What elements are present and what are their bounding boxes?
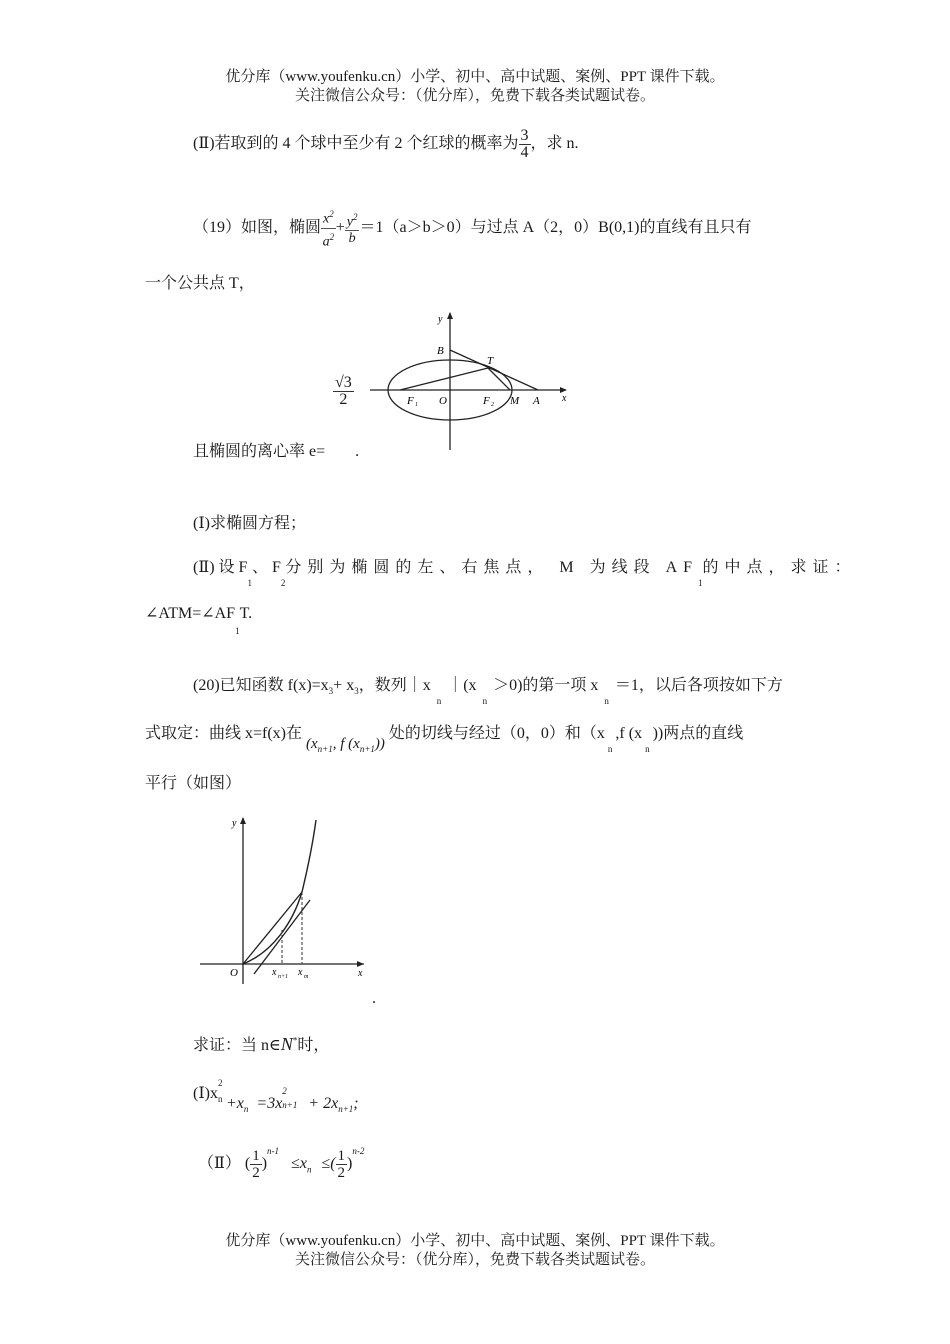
fig19-label-F1: F	[407, 395, 414, 407]
fig19-label-F2: F	[483, 395, 490, 407]
q20-p2-frac1	[250, 1148, 262, 1181]
fig19-label-B: B	[437, 345, 444, 357]
q20-line2-sub1: n	[607, 744, 613, 755]
curve-figure	[198, 812, 370, 987]
q20-p1-sup: 2	[217, 1078, 223, 1088]
q20-line1-b: + x	[333, 677, 355, 694]
q20-p2-frac2-den: 2	[337, 1165, 346, 1181]
q19-ecc-label: 且椭圆的离心率 e=	[193, 443, 326, 460]
q20-line2-a: 式取定：曲线 x=f(x)在	[145, 725, 303, 742]
fig19-label-x: x	[562, 393, 567, 404]
q19-a: a	[322, 234, 330, 250]
q19-intro-prefix: （19）如图，椭圆	[193, 218, 322, 236]
q20-line1-c: ，数列｜x	[358, 677, 431, 694]
q19-frac-x	[321, 206, 336, 250]
q20-p2-frac2-num: 1	[337, 1148, 346, 1164]
fig19-label-T: T	[487, 355, 494, 367]
q19-part2-c: 分别为椭圆的左、右焦点， M 为线段 AF	[285, 559, 699, 576]
q20-p1-sup2: 2	[282, 1086, 287, 1096]
q20-line1-a: (20)已知函数 f(x)=x	[193, 677, 329, 694]
q20-part1	[193, 1078, 359, 1115]
fig20-label-y: y	[232, 818, 237, 829]
q19-x-sup: 2	[329, 209, 334, 219]
q20-prove-star: *	[292, 1035, 298, 1046]
q19-part2-line2	[145, 603, 253, 637]
q20-p2-frac2	[336, 1148, 348, 1181]
q19-part2-line2-a: ∠ATM=∠AF	[145, 605, 236, 622]
q20-line1-f: ＝1，以后各项按如下方	[614, 677, 783, 694]
q20-p1-sub: n	[217, 1094, 223, 1104]
q20-line2-c: ,f (x	[615, 725, 643, 742]
q20-line2-sub2: n	[645, 744, 650, 755]
fig20-curve	[243, 820, 316, 964]
fig20-label-x: x	[358, 968, 363, 979]
q20-p1-b: +x	[225, 1095, 244, 1112]
fig19-line-F1T	[400, 368, 488, 390]
q20-p1-d: + 2x	[308, 1095, 339, 1112]
q19-part2	[193, 554, 857, 589]
fig20-label-xn1-sub: n+1	[278, 974, 289, 980]
q19-y: y	[346, 214, 353, 230]
q20-line2-d: ))两点的直线	[652, 725, 744, 742]
fig20-label-xn-sub: m	[304, 974, 309, 980]
q18-part2-prefix: (Ⅱ)若取到的 4 个球中至少有 2 个红球的概率为	[193, 135, 519, 153]
q19-x: x	[323, 211, 330, 227]
footer-line-1: 优分库（www.youfenku.cn）小学、初中、高中试题、案例、PPT 课件下载。	[225, 1233, 725, 1249]
q20-p2-exp1: n-1	[267, 1145, 280, 1156]
q19-plus: +	[335, 218, 345, 236]
q20-line1-sub1: 3	[328, 686, 334, 697]
fig19-label-F1-sub: 1	[415, 402, 418, 408]
fig20-label-xn: x	[298, 967, 303, 978]
q20-line2-point	[306, 736, 385, 752]
q19-ecc-num: √3	[335, 374, 352, 391]
q20-line1-sub4: n	[482, 696, 488, 707]
q20-p2-exp2: n-2	[352, 1145, 365, 1156]
q19-part2-b: 、 F	[251, 559, 281, 576]
fig19-y-arrow	[447, 312, 453, 319]
q19-ecc-dot: .	[355, 443, 360, 460]
q19-a-sup: 2	[329, 231, 335, 242]
q20-p1-sub3: n+1	[282, 1100, 298, 1110]
q20-part2: （Ⅱ） ( $\frac{1}{2}$ )$^{n-1} \le x_n$ ≤( $\frac{1}{2}$ )$^{n-2}$	[198, 1145, 365, 1181]
q19-part2-sub1: 1	[247, 578, 252, 589]
q20-p2-frac1-num: 1	[252, 1148, 260, 1164]
q18-part2	[193, 128, 579, 161]
q20-prove-b: 时，	[297, 1037, 330, 1054]
q20-point-mid: , f (x	[332, 736, 360, 752]
q20-line1	[193, 672, 783, 707]
q19-intro-mid: ＝1（a＞b＞0）与过点 A（2，0）B(0,1)的直线有且只有	[359, 218, 752, 236]
q19-part2-line2-b: T.	[239, 605, 253, 622]
q20-p2-le: ≤(	[321, 1155, 336, 1173]
q19-ecc-text	[193, 438, 359, 461]
q20-line3: 平行（如图）	[145, 775, 242, 792]
q20-p1-e: ;	[353, 1095, 359, 1112]
q18-frac-num: 3	[520, 127, 529, 144]
q20-p2-mid: ≤x	[291, 1155, 307, 1173]
header-line-1: 优分库（www.youfenku.cn）小学、初中、高中试题、案例、PPT 课件下载。	[225, 69, 725, 85]
q20-line1-sub2: 3	[354, 686, 359, 697]
fig19-label-F2-sub: 2	[491, 402, 494, 408]
q20-line2	[145, 720, 744, 755]
q20-prove-a: 求证：当 n∈	[193, 1037, 281, 1054]
q20-point-open: (x	[306, 736, 318, 752]
q19-part1: (Ⅰ)求椭圆方程；	[193, 515, 306, 532]
q20-line2-b: 处的切线与经过（0，0）和（x	[388, 725, 605, 742]
q19-ecc-den: 2	[339, 391, 348, 408]
fig19-label-O: O	[439, 395, 447, 407]
q20-prove-N: N	[280, 1034, 293, 1054]
q20-p1-a: (Ⅰ)x	[193, 1085, 218, 1102]
q20-p1-c: =3x	[256, 1095, 283, 1112]
q19-part2-line2-sub: 1	[235, 626, 240, 637]
fig19-label-M: M	[510, 395, 520, 407]
q20-line1-e: ＞0)的第一项 x	[493, 677, 599, 694]
q20-line1-sub3: n	[436, 696, 442, 707]
fig19-label-y: y	[438, 314, 443, 325]
footer-line-2: 关注微信公众号：（优分库），免费下载各类试题试卷。	[294, 1252, 655, 1268]
fig19-label-A: A	[533, 395, 540, 407]
q20-line1-sub5: n	[604, 696, 609, 707]
ellipse-figure	[370, 308, 580, 453]
q20-point-sub2: n+1	[359, 744, 375, 754]
q20-fig-dot: .	[372, 990, 376, 1007]
fig20-label-xn1: x	[272, 967, 277, 978]
q20-p1-sub4: n+1	[338, 1104, 354, 1115]
fig20-label-O: O	[230, 967, 238, 979]
fig20-x-arrow	[357, 961, 364, 967]
q19-part2-a: (Ⅱ) 设 F	[193, 559, 248, 576]
q18-fraction	[519, 128, 531, 161]
q20-p2-frac1-den: 2	[252, 1165, 260, 1181]
q18-frac-den: 4	[520, 144, 529, 161]
fig19-line-AB	[450, 350, 538, 390]
q19-ecc-fraction	[333, 375, 354, 408]
header-line-2: 关注微信公众号：（优分库），免费下载各类试题试卷。	[294, 88, 655, 104]
q19-intro	[193, 206, 751, 250]
fig20-secant	[243, 892, 302, 964]
q20-p1-sub2: n	[243, 1104, 249, 1115]
q19-part2-sub3: 1	[698, 578, 703, 589]
q19-part2-sub2: 2	[280, 578, 286, 589]
q19-frac-y	[345, 209, 360, 248]
q20-prove	[193, 1032, 329, 1055]
q20-p2-a: （Ⅱ）	[198, 1155, 241, 1173]
fig20-y-arrow	[240, 817, 246, 824]
q20-line1-d: ｜(x	[447, 677, 477, 694]
q19-part2-d: 的中点，求证：	[702, 559, 857, 576]
q19-y-sup: 2	[352, 211, 358, 222]
q19-line2: 一个公共点 T，	[145, 275, 255, 292]
q20-p2-sub: n	[306, 1164, 312, 1175]
q19-b: b	[348, 231, 356, 247]
q18-part2-suffix: ，求 n.	[530, 135, 579, 153]
q20-point-sub: n+1	[317, 744, 333, 754]
q20-point-close: ))	[374, 736, 385, 752]
